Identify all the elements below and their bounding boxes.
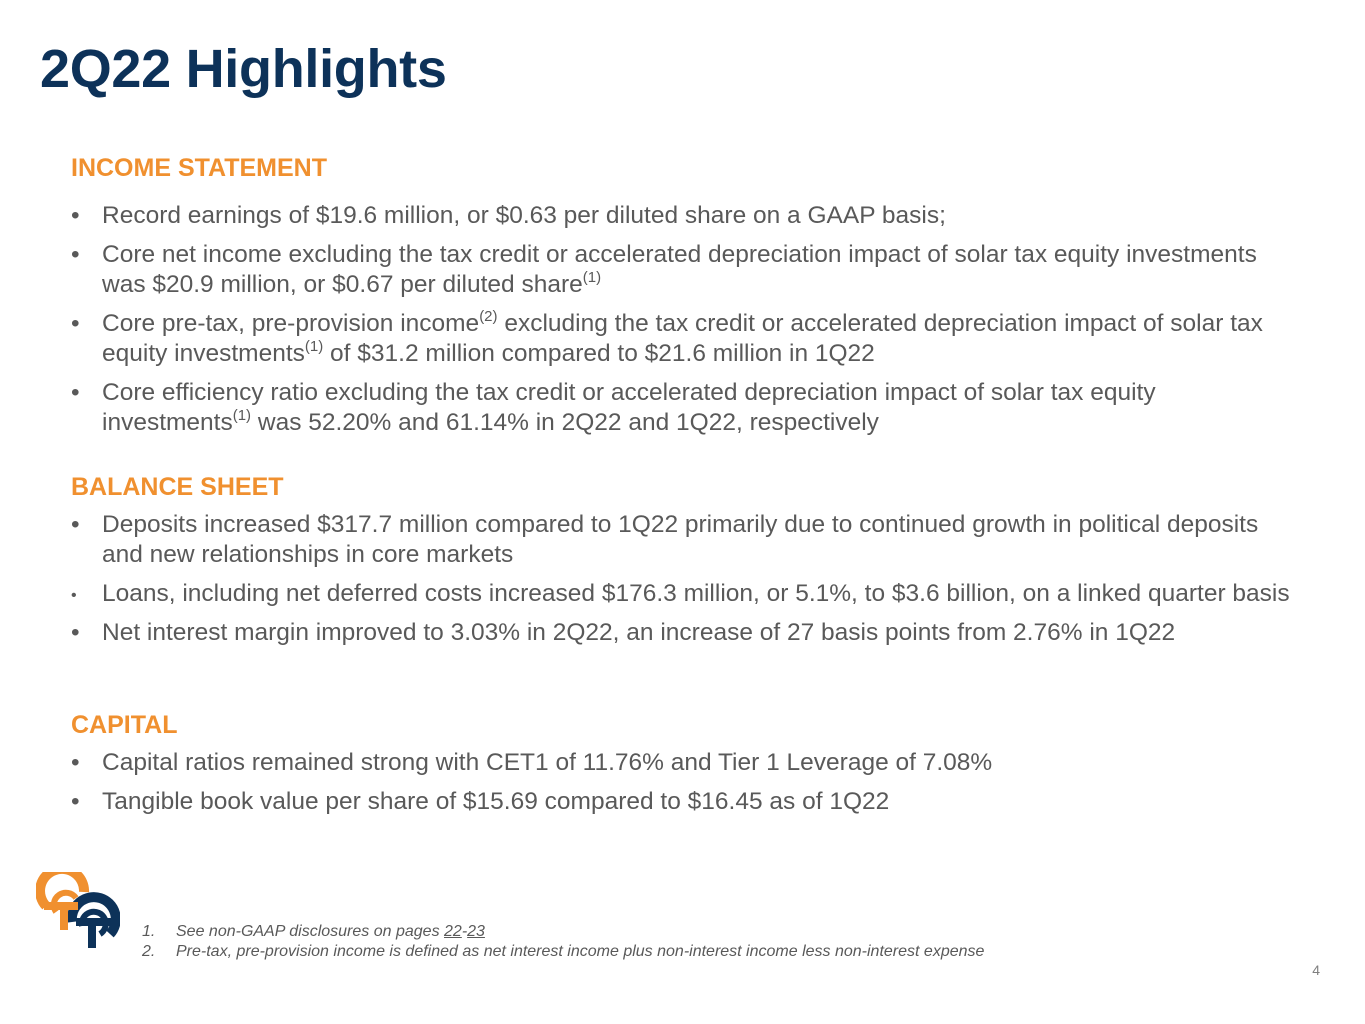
section-heading-income-statement: INCOME STATEMENT: [71, 154, 328, 182]
bullet-text: Core net income excluding the tax credit or accelerated depreciation impact of solar tax equity investments was $20.9 million, or $0.67 per diluted share: [102, 241, 1257, 298]
bullet-icon: •: [71, 511, 80, 538]
list-item: [71, 748, 1301, 778]
page-title: 2Q22 Highlights: [40, 39, 447, 99]
footnote-text: See non-GAAP disclosures on pages: [176, 923, 445, 940]
bullet-text: Deposits increased $317.7 million compared to 1Q22 primarily due to continued growth in political deposits and new relationships in core markets: [102, 511, 1259, 568]
list-item: [71, 378, 1301, 438]
bullet-icon: •: [71, 241, 80, 268]
footnote-number: 1.: [142, 923, 156, 940]
section-heading-capital: CAPITAL: [71, 711, 178, 739]
page-link-23[interactable]: 23: [467, 923, 485, 940]
balance-sheet-list: [71, 510, 1301, 657]
list-item: [71, 309, 1301, 369]
capital-list: [71, 748, 1301, 826]
footnote-2: [142, 942, 984, 962]
bullet-icon: •: [71, 749, 80, 776]
footnote-marker: (2): [479, 308, 498, 325]
bullet-text: Core efficiency ratio excluding the tax credit or accelerated depreciation impact of solar tax equity investments: [102, 379, 1156, 436]
footnote-marker: (1): [232, 407, 252, 424]
bullet-icon: •: [71, 379, 80, 406]
footnote-marker: (1): [582, 269, 602, 286]
bullet-text: Capital ratios remained strong with CET1 of 11.76% and Tier 1 Leverage of 7.08%: [102, 749, 993, 776]
footnote-1: [142, 922, 984, 942]
footnote-marker: (1): [304, 338, 324, 355]
bullet-icon: •: [71, 788, 80, 815]
footnote-dash: -: [461, 923, 468, 940]
company-logo-icon: [36, 872, 120, 956]
bullet-icon: •: [71, 310, 80, 337]
section-heading-balance-sheet: BALANCE SHEET: [71, 473, 284, 501]
bullet-text: excluding the tax credit or accelerated depreciation impact of solar tax equity investments: [102, 310, 1263, 367]
bullet-icon: •: [71, 587, 77, 604]
list-item: [71, 240, 1301, 300]
bullet-text: Record earnings of $19.6 million, or $0.63 per diluted share on a GAAP basis;: [102, 202, 946, 229]
bullet-text: Tangible book value per share of $15.69 compared to $16.45 as of 1Q22: [102, 788, 890, 815]
bullet-text: was 52.20% and 61.14% in 2Q22 and 1Q22, respectively: [251, 409, 879, 436]
income-statement-list: [71, 201, 1301, 447]
footnotes: [142, 922, 984, 962]
bullet-text: of $31.2 million compared to $21.6 million in 1Q22: [323, 340, 875, 367]
page-number: 4: [1312, 962, 1320, 978]
list-item: [71, 510, 1301, 570]
bullet-text: Net interest margin improved to 3.03% in 2Q22, an increase of 27 basis points from 2.76% in 1Q22: [102, 619, 1176, 646]
bullet-text: Loans, including net deferred costs increased $176.3 million, or 5.1%, to $3.6 billion, on a linked quarter basis: [102, 580, 1290, 607]
footnote-number: 2.: [142, 943, 156, 960]
page-link-22[interactable]: 22: [444, 923, 462, 940]
list-item: [71, 618, 1301, 648]
list-item: [71, 579, 1301, 609]
bullet-text: Core pre-tax, pre-provision income: [102, 310, 480, 337]
footnote-text: Pre-tax, pre-provision income is defined as net interest income plus non-interest income less non-interest expense: [176, 943, 985, 960]
bullet-icon: •: [71, 619, 80, 646]
bullet-icon: •: [71, 202, 80, 229]
list-item: [71, 787, 1301, 817]
list-item: [71, 201, 1301, 231]
